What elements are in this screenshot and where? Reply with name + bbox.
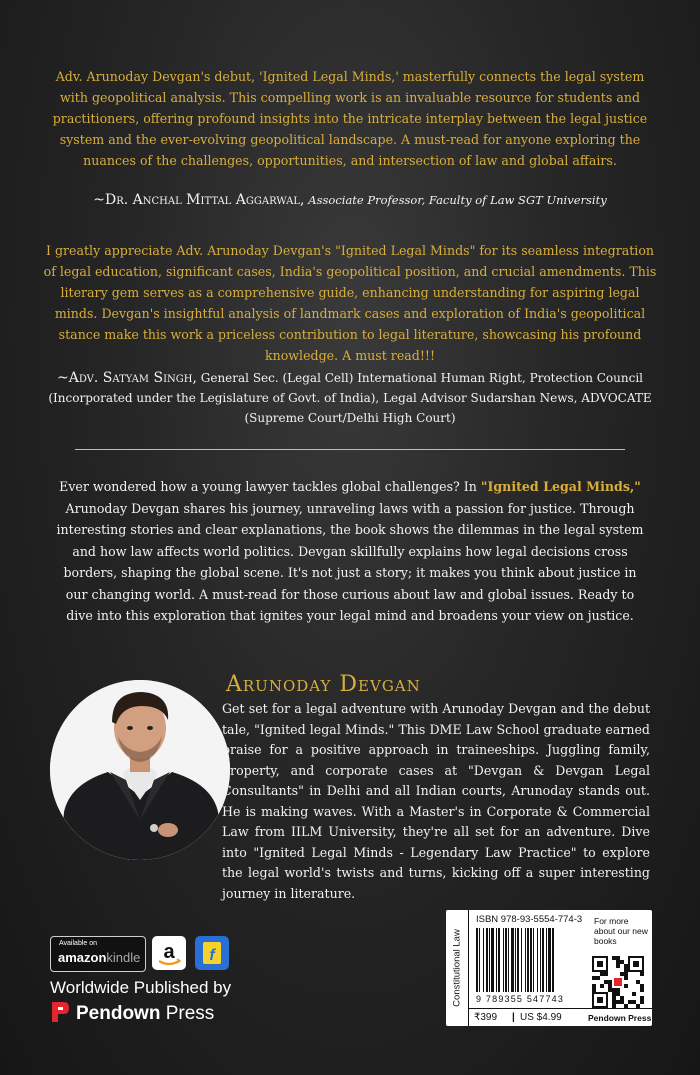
svg-text:f: f bbox=[209, 947, 215, 964]
kindle-brand-amazon: amazon bbox=[58, 950, 107, 965]
more-books-label: For more about our new books bbox=[594, 916, 648, 946]
price-row-brand: Pendown Press bbox=[588, 1013, 652, 1023]
kindle-available-label: Available on bbox=[59, 940, 98, 947]
section-divider bbox=[75, 449, 625, 450]
reviewer-name: ~Dr. Anchal Mittal Aggarwal, bbox=[93, 192, 305, 208]
blurb-text: Arunoday Devgan shares his journey, unraveling laws with a passion for justice. Through interesting stories and clear explanations, the book shows the dilemmas in the legal system and how law affects world politics. Devgan skillfully explains how legal decisions cross borders, shaping the global scene. It's not just a story; it makes you think about justice in our changing world. A must-read for those curious about law and global issues. Ready to dive into this exploration that ignites your legal mind and broadens your view on justice. bbox=[56, 500, 644, 623]
reviewer-role: General Sec. (Legal Cell) International Human Right, Protection Council (Incorporated under the Legislature of Govt. of India), Legal Advisor Sudarshan News, ADVOCATE (Supreme Court/Delhi High Court) bbox=[48, 371, 652, 425]
reviewer-name: ~Adv. Satyam Singh, bbox=[57, 370, 197, 386]
qr-code-icon[interactable] bbox=[592, 956, 644, 1008]
publisher-logo bbox=[50, 1000, 214, 1025]
author-bio: Get set for a legal adventure with Arunoday Devgan and the debut tale, "Ignited legal Minds." This DME Law School graduate earned praise for a positive approach in traineeships. Juggling family, property, and corporate cases at "Devgan & Devgan Legal Consultants" in Delhi and all Indian courts, Arunoday stands out. He is making waves. With a Master's in Corporate & Commercial Law from IILM University, they're all set for an adventure. Dive into "Ignited Legal Minds - Legendary Law Practice" to explore the legal world's twists and turns, kicking off a super interesting journey in literature. bbox=[222, 701, 650, 901]
amazon-kindle-logo[interactable] bbox=[50, 936, 146, 972]
review-attribution-1 bbox=[40, 190, 660, 210]
barcode-icon bbox=[474, 928, 586, 994]
publisher-name-bold: Pendown bbox=[76, 1003, 161, 1024]
reviewer-role: Associate Professor, Faculty of Law SGT University bbox=[308, 193, 607, 207]
flipkart-icon[interactable] bbox=[195, 936, 229, 970]
review-quote-1: Adv. Arunoday Devgan's debut, 'Ignited Legal Minds,' masterfully connects the legal system with geopolitical analysis. This compelling work is an invaluable resource for students and practitioners, offering profound insights into the intricate interplay between the legal justice system and the ever-evolving geopolitical landscape. A must-read for anyone exploring the nuances of the challenges, opportunities, and intersection of law and global affairs. bbox=[52, 69, 648, 168]
price-separator: | bbox=[512, 1012, 515, 1023]
kindle-brand-word: kindle bbox=[106, 950, 141, 965]
pendown-logo-icon bbox=[50, 1000, 70, 1024]
author-portrait-icon bbox=[50, 680, 230, 860]
review-quote-2: I greatly appreciate Adv. Arunoday Devgan's "Ignited Legal Minds" for its seamless integration of legal education, significant cases, India's geopolitical position, and crucial amendments. This literary gem serves as a comprehensive guide, enhancing understanding for aspiring legal minds. Devgan's insightful analysis of landmark cases and exploration of India's geopolitical stance make this work a priceless contribution to legal literature, showcasing his profound knowledge. A must read!!! bbox=[43, 243, 657, 363]
book-category: Constitutional Law bbox=[451, 929, 463, 1007]
category-strip bbox=[446, 910, 469, 1026]
published-by-label: Worldwide Published by bbox=[50, 978, 232, 997]
book-title-highlight: "Ignited Legal Minds," bbox=[480, 479, 641, 494]
author-photo bbox=[50, 680, 230, 860]
price-row bbox=[468, 1008, 652, 1027]
price-usd: US $4.99 bbox=[520, 1012, 562, 1023]
price-inr: ₹399 bbox=[474, 1012, 498, 1023]
author-name: Arunoday Devgan bbox=[226, 672, 421, 697]
amazon-icon[interactable] bbox=[152, 936, 186, 970]
blurb-text: Ever wondered how a young lawyer tackles global challenges? In bbox=[59, 479, 481, 494]
svg-text:a: a bbox=[163, 941, 175, 963]
review-attribution-2 bbox=[40, 368, 660, 428]
publisher-name-light: Press bbox=[165, 1003, 215, 1024]
kindle-brand bbox=[58, 950, 140, 965]
isbn-barcode-block bbox=[446, 910, 652, 1026]
barcode-digits: 9 789355 547743 bbox=[476, 994, 565, 1004]
book-blurb bbox=[55, 476, 645, 627]
isbn-number: ISBN 978-93-5554-774-3 bbox=[476, 914, 583, 925]
